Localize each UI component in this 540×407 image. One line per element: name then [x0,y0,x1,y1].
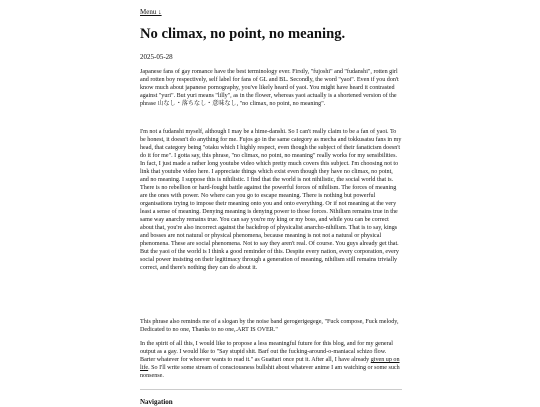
paragraph-4-text-after: . So I'll write some stream of consciousness bullshit about whatever anime I am watching or some such nonsense. [140,365,400,379]
given-up-on-life-link[interactable]: given up on life [140,357,400,371]
paragraph-4-text-before: In the spirit of all this, I would like to propose a less meaningful future for this blog, and for my general output as a gay. I would like to "Say stupid shit. Barf out the fucking-around-o-maniacal schizo flow. Barter whatever for whoever wants to read it." as Guattari once put it. After all, I have already [140,341,394,363]
paragraph-2: I'm not a fudanshi myself, although I may be a hime-danshi. So I can't really claim to be a fan of yaoi. To be honest, it doesn't do anything for me. Fujos go in the same category as mecha and tokkusatsu fans in my head, that category being "otaku which I highly respect, even though the subject of their fanaticism doesn't do it for me". I gotta say, this phrase, "no climax, no point, no meaning" really works for my sensibilities. In fact, I just made a rather long youtube video which pretty much covers this subject. I'm choosing not to link that youtube video here. I appreciate things which exist even though they have no climax, no point, and no meaning. I suppose this is nihilistic. I find that the world is not nihilistic, the social world that is. There is no rebellion or hard-fought battle against the powerful forces of nihilism. The forces of meaning are the ones with power. No where can you go to escape meaning. There is nothing but powerful organisations trying to impose their meaning onto you and onto everything. Or if not meaning at the very least a sense of meaning. Denying meaning is denying power to those forces. Nihilism remains true in the same way anarchy remains true. You can say you're my king or my boss, and while you can be correct about that, you're also incorrect against the backdrop of physicalist anarcho-nihilism. That is to say, kings and bosses are not natural or physical phenomena, because meaning is not not a natural or physical phenomena. These are social phenomena. Not to say they aren't real. Of course. You guys already get that. But the yaoi of the world is I think a good reminder of this. Despite every nation, every corporation, every social power insisting on their legitimacy through a generation of meaning, nihilism still remains trivially correct, and there's nothing they can do about it. [140,129,402,271]
post-title: No climax, no point, no meaning. [140,26,346,42]
navigation-heading: Navigation [140,398,173,406]
paragraph-3: This phrase also reminds me of a slogan by the noise band gerogerigegege, "Fuck compose, Fuck melody, Dedicated to no one, Thanks to no one,.ART IS OVER." [140,319,399,333]
post-date: 2025-05-28 [140,53,173,61]
paragraph-1: Japanese fans of gay romance have the best terminology ever. Firstly, "fujoshi" and "fudanshi", rotten girl and rotten boy respectively, self label for fans of GL and BL. Secondly, the word "yaoi". Even if you don't know much about japanese pornography, you've likely heard of yaoi. You might have heard it contrasted against "yuri". But yuri means "lilly", as in the flower, whereas yaoi actually is a shortened version of the phrase 山なし・落ちなし・意味なし, "no climax, no point, no meaning". [140,69,399,107]
paragraph-4 [140,340,402,380]
menu-link[interactable]: Menu ↓ [140,8,162,16]
divider [140,389,402,390]
